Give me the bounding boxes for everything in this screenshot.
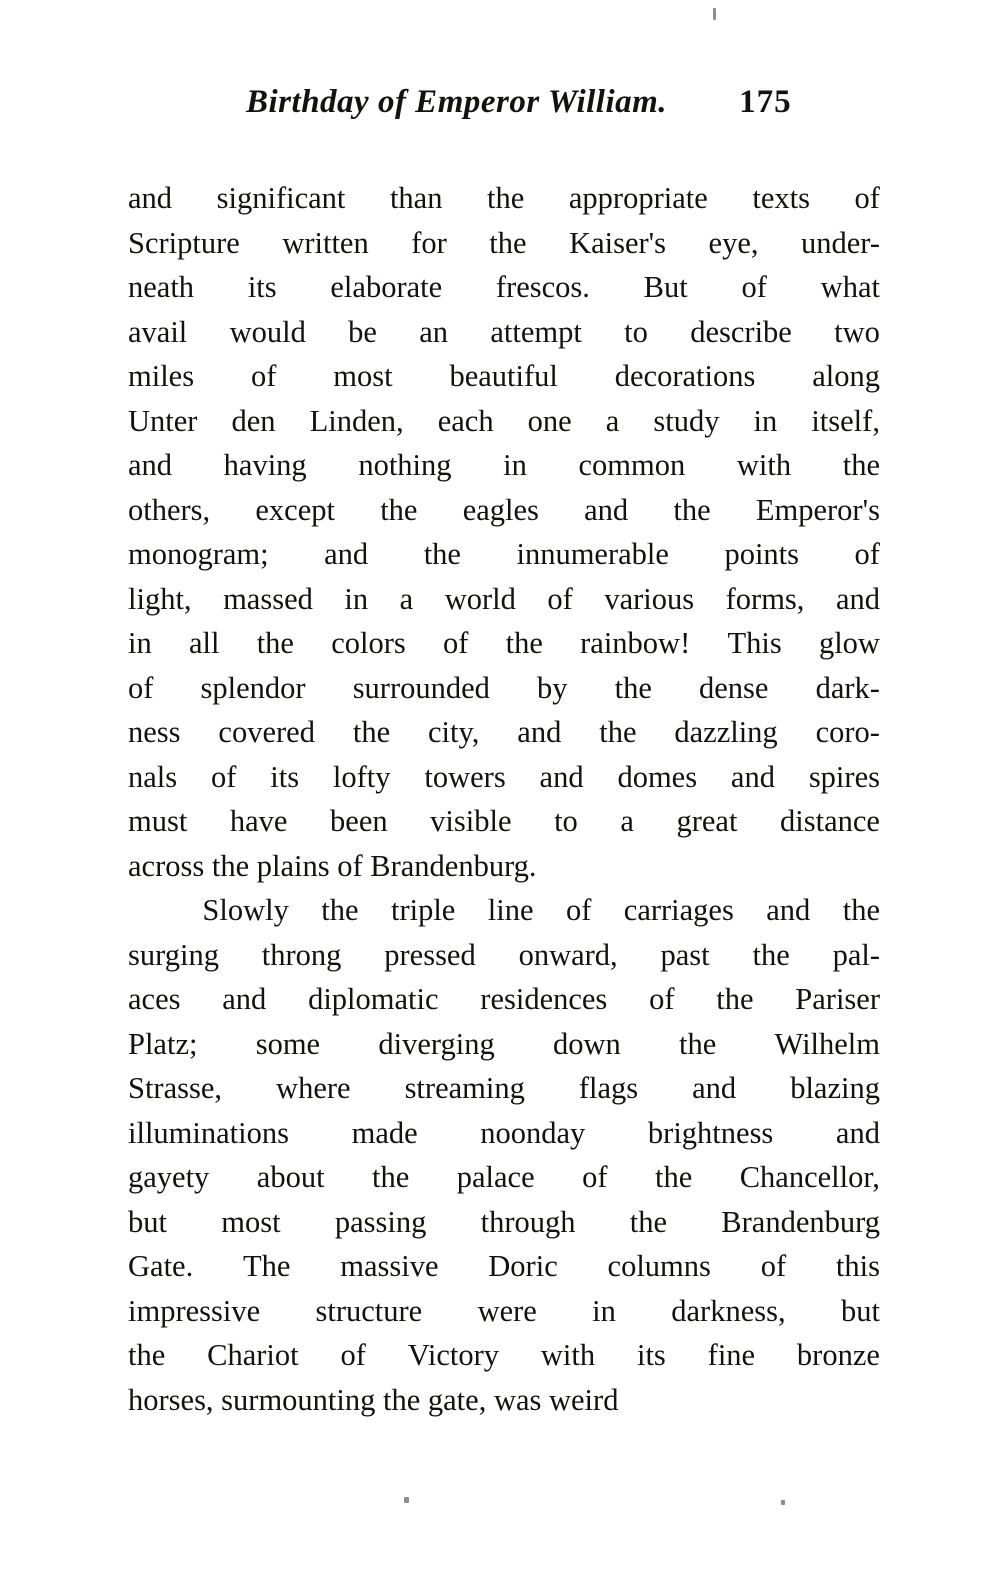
word: nals [128, 759, 178, 794]
word: avail [128, 314, 188, 349]
word: the [673, 492, 711, 527]
word: massed [223, 581, 313, 616]
text-line [128, 221, 880, 266]
page-header [128, 84, 880, 121]
word: surrounded [352, 670, 490, 705]
word: towers [424, 759, 506, 794]
text-line [128, 310, 880, 355]
word: eye, [708, 225, 759, 260]
word: darkness, [671, 1293, 786, 1328]
word: having [223, 448, 307, 482]
running-title: Birthday of Emperor William. [246, 84, 668, 120]
word: of [854, 537, 880, 571]
word: would [229, 314, 306, 349]
word: dense [699, 670, 769, 705]
word: the [599, 715, 637, 749]
word: den [231, 403, 276, 438]
word: Chancellor, [739, 1160, 880, 1194]
word: ness [128, 715, 181, 749]
word: The [243, 1249, 291, 1283]
word: except [255, 492, 335, 527]
word: the [352, 715, 391, 749]
text-line [128, 532, 880, 577]
word: and [128, 181, 173, 215]
word: of [210, 759, 237, 794]
text-line [128, 1333, 880, 1378]
word: carriages [623, 893, 734, 927]
word: must [128, 804, 188, 838]
text-line [128, 977, 880, 1022]
word: its [247, 270, 277, 304]
word: impressive [128, 1293, 261, 1328]
text-line [128, 888, 880, 933]
word: and [517, 715, 562, 749]
word: frescos. [495, 270, 590, 304]
word: what [820, 270, 880, 304]
word: Unter [128, 403, 198, 438]
word: the [654, 1160, 693, 1194]
word: the [489, 225, 527, 260]
word: and [835, 1115, 880, 1150]
word: Linden, [309, 403, 404, 438]
text-line: across the plains of Brandenburg. [128, 848, 537, 883]
word: of [547, 581, 573, 616]
word: of [741, 270, 767, 304]
word: flags [578, 1071, 639, 1105]
word: and [222, 982, 267, 1016]
word: to [554, 804, 578, 838]
word: its [636, 1338, 666, 1372]
word: of [442, 626, 469, 660]
text-line [128, 1200, 880, 1245]
word: but [840, 1293, 880, 1328]
word: But [643, 270, 688, 304]
word: brightness [647, 1115, 774, 1150]
text-line [128, 710, 880, 755]
word: surging [128, 937, 219, 972]
word: in [592, 1293, 616, 1328]
word: passing [334, 1204, 427, 1239]
word: Slowly [202, 893, 289, 927]
word: two [834, 314, 880, 349]
word: rainbow! [580, 626, 691, 660]
word: lofty [332, 759, 391, 794]
word: the [629, 1204, 668, 1239]
word: but [128, 1204, 167, 1239]
word: elaborate [330, 270, 443, 304]
word: various [604, 581, 695, 616]
word: down [552, 1026, 621, 1061]
page-body [128, 176, 880, 1422]
word: have [229, 804, 288, 838]
word: nothing [358, 448, 452, 482]
word: most [221, 1204, 281, 1239]
text-line: horses, surmounting the gate, was weird [128, 1382, 619, 1417]
printer-mark-bottom-right-icon [781, 1500, 785, 1505]
word: pressed [384, 937, 476, 972]
word: diverging [378, 1026, 495, 1061]
text-line [128, 666, 880, 711]
word: the [614, 670, 652, 705]
text-line [128, 933, 880, 978]
word: Doric [488, 1249, 558, 1283]
word: than [389, 181, 443, 215]
word: of [582, 1160, 608, 1194]
text-line [128, 399, 880, 444]
word: onward, [518, 937, 618, 972]
word: common [578, 448, 686, 482]
word: line [487, 893, 534, 927]
text-line [128, 1066, 880, 1111]
word: illuminations [128, 1115, 289, 1150]
word: be [348, 314, 377, 349]
word: the [842, 448, 880, 482]
word: distance [780, 804, 880, 838]
word: through [480, 1204, 576, 1239]
word: others, [128, 492, 211, 527]
word: about [256, 1160, 325, 1194]
page-number: 175 [739, 84, 792, 120]
word: world [444, 581, 516, 616]
word: and [766, 893, 811, 927]
word: and [730, 759, 775, 794]
word: city, [428, 715, 480, 749]
word: glow [818, 626, 880, 660]
word: a [399, 581, 414, 616]
word: the [128, 1338, 166, 1372]
word: in [753, 403, 778, 438]
word: the [678, 1026, 717, 1061]
word: Scripture [128, 225, 240, 260]
word: a [605, 403, 620, 438]
word: with [736, 448, 792, 482]
word: describe [690, 314, 792, 349]
word: the [256, 626, 294, 660]
word: were [477, 1293, 537, 1328]
word: with [540, 1338, 596, 1372]
word: pal- [832, 937, 880, 972]
word: the [372, 1160, 410, 1194]
paragraph [128, 176, 880, 888]
word: throng [261, 937, 342, 972]
word: This [727, 626, 782, 660]
word: for [411, 225, 447, 260]
word: spires [808, 759, 880, 794]
word: innumerable [516, 537, 669, 571]
word: of [128, 670, 154, 705]
word: Brandenburg [721, 1204, 880, 1239]
word: along [812, 359, 880, 393]
word: under- [800, 225, 880, 260]
word: some [255, 1026, 321, 1061]
word: Chariot [207, 1338, 299, 1372]
word: structure [315, 1293, 423, 1328]
word: blazing [790, 1071, 880, 1105]
word: Victory [407, 1338, 500, 1372]
word: visible [430, 804, 512, 838]
word: in [344, 581, 369, 616]
text-line [128, 488, 880, 533]
word: and [128, 448, 173, 482]
word: colors [331, 626, 406, 660]
word: Emperor's [755, 492, 880, 527]
word: streaming [404, 1071, 525, 1105]
text-line [128, 1244, 880, 1289]
word: of [340, 1338, 366, 1372]
word: significant [216, 181, 346, 215]
word: diplomatic [308, 982, 439, 1016]
word: of [760, 1249, 787, 1283]
word: past [660, 937, 710, 972]
word: Pariser [795, 982, 880, 1016]
word: the [842, 893, 880, 927]
word: dazzling [674, 715, 778, 749]
text-line [128, 354, 880, 399]
word: light, [128, 581, 192, 616]
word: monogram; [128, 537, 269, 571]
text-line [128, 1155, 880, 1200]
word: and [584, 492, 629, 527]
word: Gate. [128, 1249, 194, 1283]
word: beautiful [449, 359, 558, 393]
word: by [537, 670, 568, 705]
word: dark- [815, 670, 880, 705]
printer-mark-bottom-left-icon [404, 1497, 409, 1503]
word: of [854, 181, 880, 215]
word: bronze [796, 1338, 880, 1372]
word: splendor [200, 670, 306, 705]
word: neath [128, 270, 195, 304]
text-line [128, 1289, 880, 1334]
word: forms, [725, 581, 805, 616]
word: in [503, 448, 527, 482]
word: its [270, 759, 300, 794]
word: itself, [811, 403, 880, 438]
word: of [250, 359, 277, 393]
text-line [128, 265, 880, 310]
word: texts [752, 181, 810, 215]
word: Wilhelm [774, 1026, 880, 1061]
word: to [624, 314, 648, 349]
word: an [419, 314, 449, 349]
word: the [505, 626, 543, 660]
word: miles [128, 359, 195, 393]
text-line [128, 1022, 880, 1067]
text-line [128, 176, 880, 221]
word: great [676, 804, 738, 838]
word: of [565, 893, 592, 927]
paragraph [128, 888, 880, 1422]
word: and [324, 537, 369, 571]
text-line [128, 799, 880, 844]
text-line [128, 755, 880, 800]
word: one [527, 403, 572, 438]
text-line [128, 443, 880, 488]
text-line [128, 1111, 880, 1156]
text-line [128, 577, 880, 622]
word: most [333, 359, 393, 393]
word: triple [390, 893, 456, 927]
word: the [716, 982, 754, 1016]
word: written [282, 225, 369, 260]
word: study [653, 403, 720, 438]
word: the [380, 492, 418, 527]
word: the [487, 181, 525, 215]
word: all [188, 626, 220, 660]
word: Strasse, [128, 1071, 223, 1105]
word: been [330, 804, 388, 838]
word: Kaiser's [569, 225, 667, 260]
word: residences [480, 982, 608, 1016]
word: points [724, 537, 800, 571]
word: appropriate [568, 181, 708, 215]
paragraph-indent [128, 888, 170, 933]
word: in [128, 626, 152, 660]
word: fine [707, 1338, 756, 1372]
word: coro- [815, 715, 880, 749]
word: aces [128, 982, 181, 1016]
word: this [835, 1249, 880, 1283]
word: noonday [480, 1115, 586, 1150]
word: domes [617, 759, 698, 794]
word: Platz; [128, 1026, 198, 1061]
word: the [423, 537, 461, 571]
word: a [620, 804, 634, 838]
printer-mark-top-icon [713, 8, 716, 20]
word: each [437, 403, 494, 438]
word: the [321, 893, 359, 927]
word: and [539, 759, 584, 794]
word: the [752, 937, 790, 972]
word: and [692, 1071, 737, 1105]
word: attempt [490, 314, 582, 349]
word: of [649, 982, 675, 1016]
word: gayety [128, 1160, 210, 1194]
word: and [835, 581, 880, 616]
word: covered [218, 715, 315, 749]
word: massive [340, 1249, 439, 1283]
word: columns [607, 1249, 711, 1283]
word: where [276, 1071, 351, 1105]
word: palace [456, 1160, 535, 1194]
word: eagles [462, 492, 539, 527]
word: made [351, 1115, 418, 1150]
text-line [128, 621, 880, 666]
word: decorations [614, 359, 756, 393]
